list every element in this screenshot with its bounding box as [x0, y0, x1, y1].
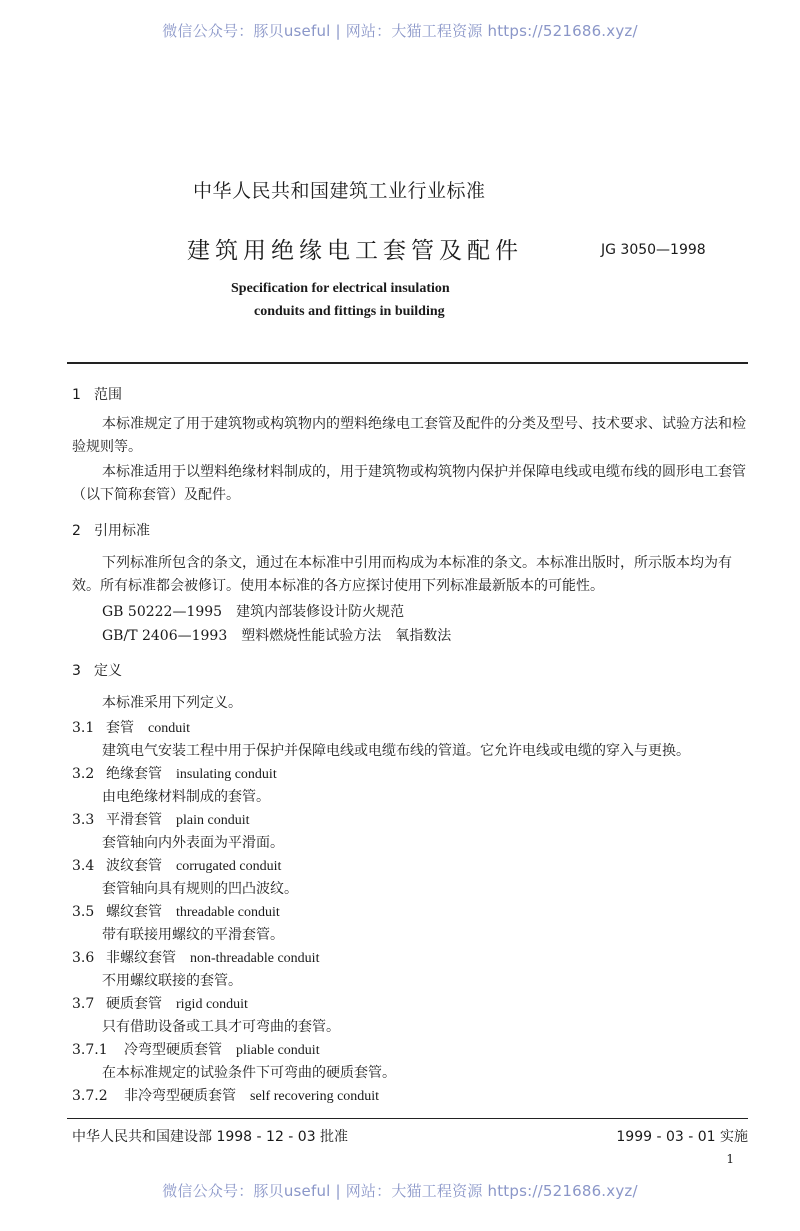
definition-term: 套管 — [106, 720, 134, 736]
section-2-heading — [72, 520, 150, 540]
definition-3-7-1-desc: 在本标准规定的试验条件下可弯曲的硬质套管。 — [102, 1065, 396, 1081]
watermark-top: 微信公众号：豚贝useful | 网站：大猫工程资源 https://521686.xyz/ — [162, 22, 638, 40]
definition-term: 平滑套管 — [106, 812, 162, 828]
definition-3-1-desc: 建筑电气安装工程中用于保护并保障电线或电缆布线的管道。它允许电线或电缆的穿入与更换。 — [102, 743, 690, 759]
definition-3-7-2 — [72, 1085, 379, 1105]
section-3-intro: 本标准采用下列定义。 — [102, 695, 242, 711]
definition-number: 3.4 — [72, 858, 95, 874]
header-divider — [67, 362, 748, 364]
section-3-number: 3 — [72, 663, 81, 679]
definition-number: 3.7 — [72, 996, 95, 1012]
page-number: 1 — [726, 1152, 734, 1166]
definition-3-5 — [72, 901, 280, 921]
definition-term: 非冷弯型硬质套管 — [124, 1088, 236, 1104]
footer-divider — [67, 1118, 748, 1119]
watermark-bottom: 微信公众号：豚贝useful | 网站：大猫工程资源 https://521686.xyz/ — [162, 1182, 638, 1200]
english-title-line-2: conduits and fittings in building — [254, 304, 445, 319]
definition-number: 3.3 — [72, 812, 95, 828]
definition-term: 波纹套管 — [106, 858, 162, 874]
definition-term: 绝缘套管 — [106, 766, 162, 782]
definition-term: 非螺纹套管 — [106, 950, 176, 966]
definition-number: 3.7.2 — [72, 1088, 108, 1104]
definition-term-english: self recovering conduit — [250, 1089, 380, 1104]
industry-standard-heading: 中华人民共和国建筑工业行业标准 — [193, 180, 486, 202]
approval-statement: 中华人民共和国建设部 1998 - 12 - 03 批准 — [72, 1129, 349, 1145]
reference-gb-50222: GB 50222—1995 建筑内部装修设计防火规范 — [102, 604, 405, 620]
definition-number: 3.2 — [72, 766, 95, 782]
reference-gbt-2406: GB/T 2406—1993 塑料燃烧性能试验方法 氧指数法 — [102, 628, 452, 644]
definition-3-6-desc: 不用螺纹联接的套管。 — [102, 973, 242, 989]
definition-term-english: non-threadable conduit — [190, 951, 320, 966]
definition-term-english: plain conduit — [176, 813, 250, 828]
definition-term-english: rigid conduit — [176, 997, 248, 1012]
definition-term-english: pliable conduit — [236, 1043, 320, 1058]
section-1-number: 1 — [72, 387, 81, 403]
section-1-title: 范围 — [94, 387, 122, 403]
definition-3-7 — [72, 993, 248, 1013]
definition-3-7-desc: 只有借助设备或工具才可弯曲的套管。 — [102, 1019, 340, 1035]
definition-3-4-desc: 套管轴向具有规则的凹凸波纹。 — [102, 881, 298, 897]
implementation-date: 1999 - 03 - 01 实施 — [616, 1129, 748, 1145]
definition-3-5-desc: 带有联接用螺纹的平滑套管。 — [102, 927, 284, 943]
document-title: 建筑用绝缘电工套管及配件 — [187, 238, 523, 264]
section-1-paragraph-1: 本标准规定了用于建筑物或构筑物内的塑料绝缘电工套管及配件的分类及型号、技术要求、试验方法和检验规则等。 — [72, 416, 746, 455]
standard-code: JG 3050—1998 — [601, 242, 706, 258]
definition-number: 3.5 — [72, 904, 95, 920]
section-2-number: 2 — [72, 523, 81, 539]
section-3-title: 定义 — [94, 663, 122, 679]
definition-number: 3.1 — [72, 720, 95, 736]
section-3-heading — [72, 660, 122, 680]
definition-3-2 — [72, 763, 277, 783]
definition-number: 3.6 — [72, 950, 95, 966]
definition-3-6 — [72, 947, 319, 967]
english-title-line-1: Specification for electrical insulation — [231, 281, 450, 296]
section-2-paragraph-1: 下列标准所包含的条文，通过在本标准中引用而构成为本标准的条文。本标准出版时，所示版本均为有效。所有标准都会被修订。使用本标准的各方应探讨使用下列标准最新版本的可能性。 — [72, 555, 732, 594]
definition-3-7-1 — [72, 1039, 320, 1059]
definition-3-4 — [72, 855, 281, 875]
section-1-paragraph-2: 本标准适用于以塑料绝缘材料制成的，用于建筑物或构筑物内保护并保障电线或电缆布线的圆形电工套管（以下简称套管）及配件。 — [72, 464, 746, 503]
section-2-title: 引用标准 — [94, 523, 150, 539]
definition-term-english: insulating conduit — [176, 767, 277, 782]
definition-term: 冷弯型硬质套管 — [124, 1042, 222, 1058]
definition-term-english: corrugated conduit — [176, 859, 282, 874]
definition-term-english: conduit — [148, 721, 190, 736]
definition-3-3 — [72, 809, 250, 829]
definition-3-1 — [72, 717, 190, 737]
definition-term-english: threadable conduit — [176, 905, 280, 920]
section-1-heading — [72, 384, 122, 404]
definition-3-3-desc: 套管轴向内外表面为平滑面。 — [102, 835, 284, 851]
definition-number: 3.7.1 — [72, 1042, 108, 1058]
definition-3-2-desc: 由电绝缘材料制成的套管。 — [102, 789, 270, 805]
definition-term: 硬质套管 — [106, 996, 162, 1012]
definition-term: 螺纹套管 — [106, 904, 162, 920]
